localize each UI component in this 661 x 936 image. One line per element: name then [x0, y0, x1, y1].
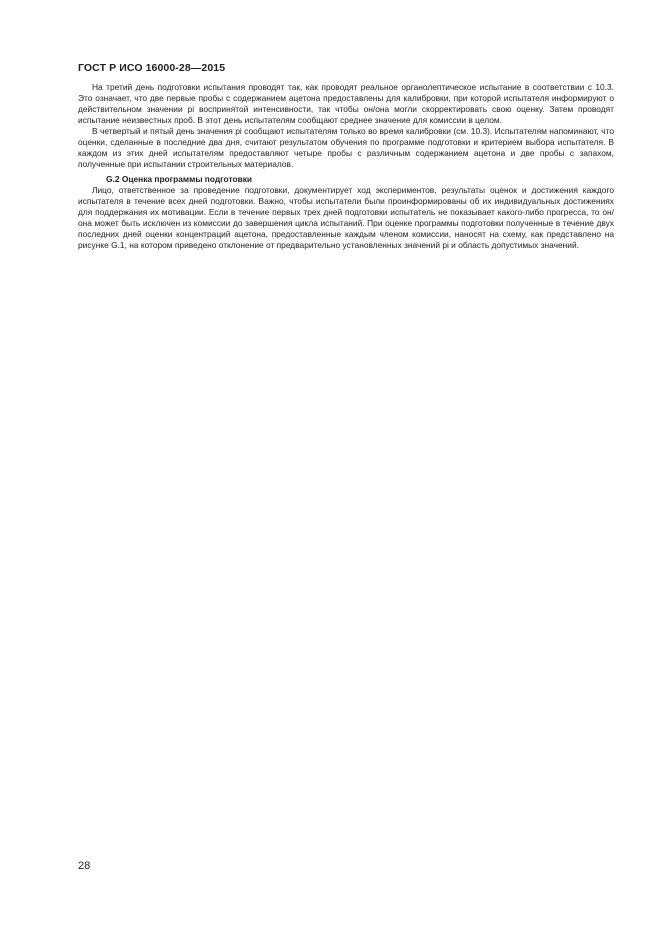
- paragraph-day-four-five: В четвертый и пятый день значения pi сообщают испытателям только во время калибровки (см. 10.3). Испытателям напоминают, что оценки, сделанные в последние два дня, считают результатом обучения по программе подготовки и критерием выбора испытателя. В каждом из этих дней испытателям предоставляют четыре пробы с различным содержанием ацетона и две пробы с запахом, полученные при испытании строительных материалов.: [78, 126, 614, 169]
- page-number: 28: [78, 860, 91, 872]
- document-header: ГОСТ Р ИСО 16000-28—2015: [78, 62, 226, 74]
- document-body: [78, 82, 614, 251]
- paragraph-day-three: На третий день подготовки испытания проводят так, как проводят реальное органолептическое испытание в соответствии с 10.3. Это означает, что две первые пробы с содержанием ацетона предоставлены для калибровки, при которой испытателя информируют о действительном значении pi воспринятой интенсивности, так чтобы он/она могли скорректировать свою оценку. Затем проводят испытание неизвестных проб. В этот день испытателям сообщают среднее значение для комиссии в целом.: [78, 82, 614, 125]
- paragraph-evaluation: Лицо, ответственное за проведение подготовки, документирует ход экспериментов, результаты оценок и достижения каждого испытателя в течение всех дней подготовки. Важно, чтобы испытатели были проинформированы об их индивидуальных достижениях для поддержания их мотивации. Если в течение первых трех дней подготовки испытатель не показывает какого-либо прогресса, то он/она может быть исключен из комиссии до завершения цикла испытаний. При оценке программы подготовки полученные в течение двух последних дней оценки концентраций ацетона, предоставленные каждым членом комиссии, наносят на схему, как представлено на рисунке G.1, на котором приведено отклонение от предварительно установленных значений pi и область допустимых значений.: [78, 185, 614, 250]
- section-heading: G.2 Оценка программы подготовки: [106, 174, 253, 184]
